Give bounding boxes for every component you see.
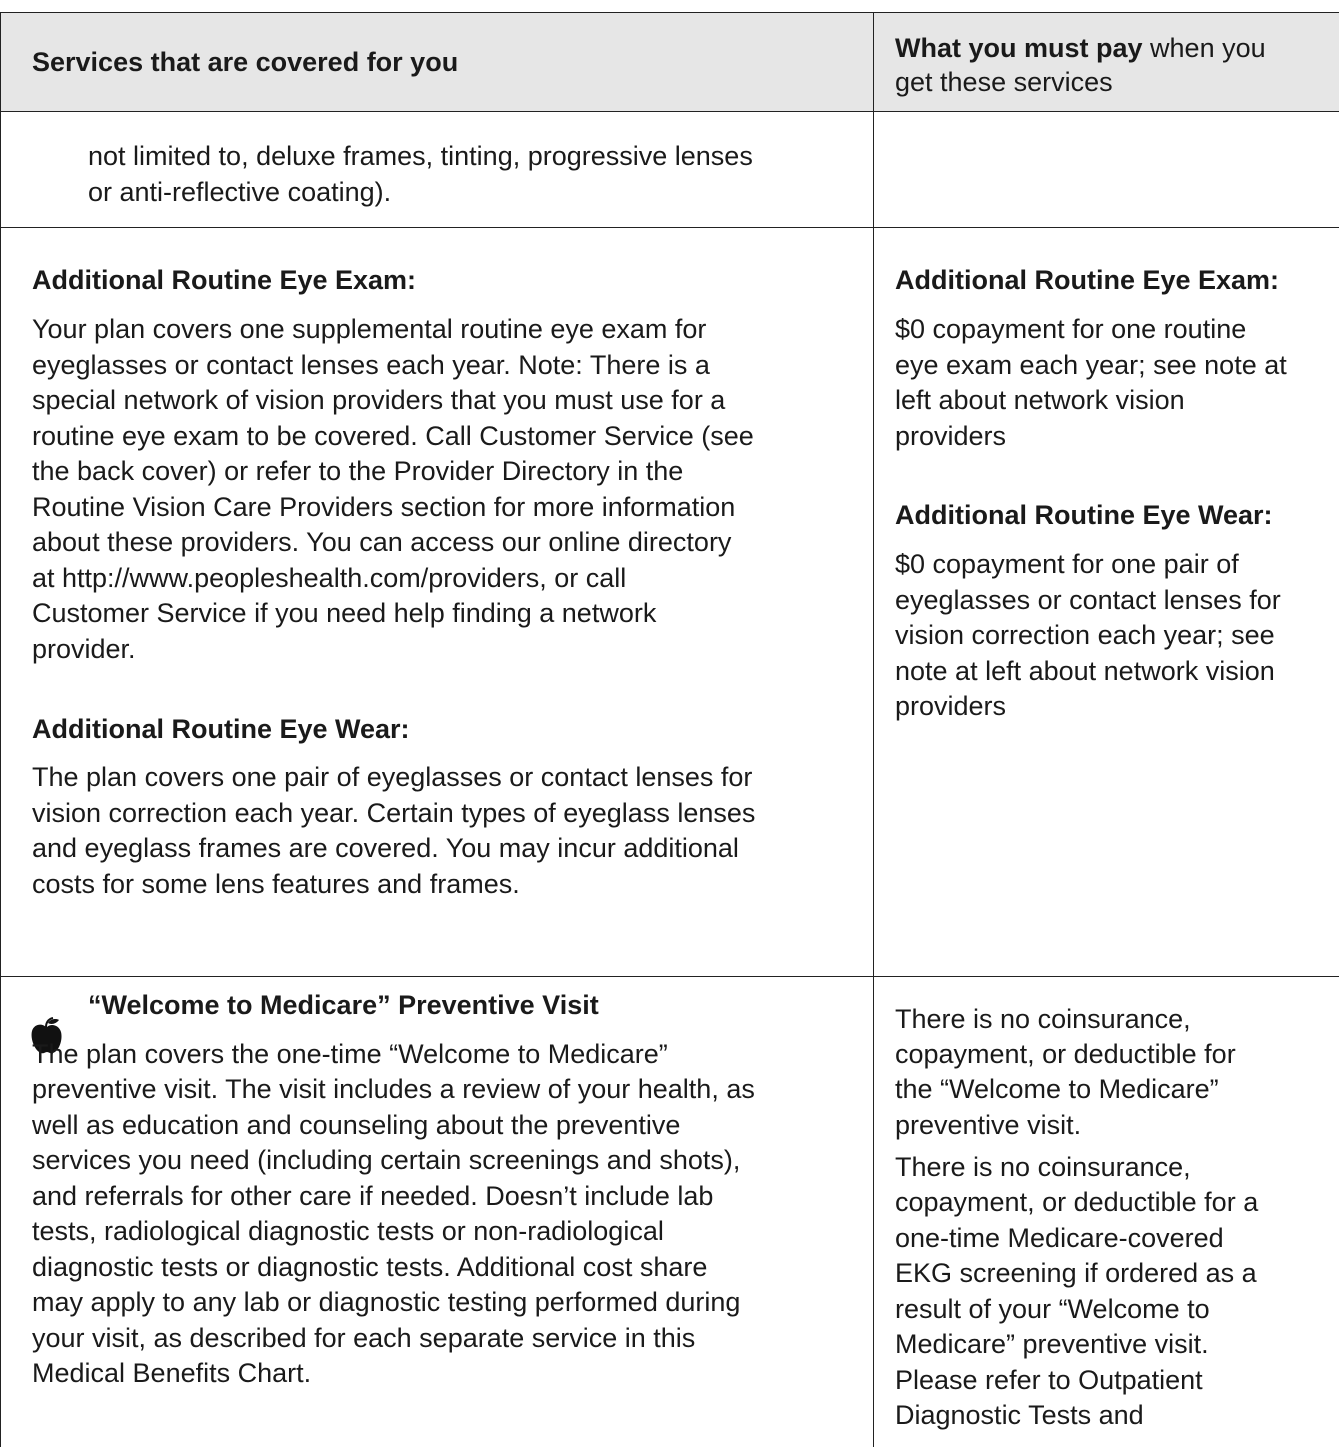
welcome-visit-text-line: preventive visit. The visit includes a review of your health, as <box>32 1074 755 1104</box>
eye-exam-text-line: special network of vision providers that you must use for a <box>32 385 726 415</box>
column-header-payment-rest: when you <box>1142 33 1266 63</box>
eye-exam-cost-line: left about network vision <box>895 385 1185 415</box>
column-header-payment-bold: What you must pay <box>895 33 1143 63</box>
eye-exam-text-line: eyeglasses or contact lenses each year. Note: There is a <box>32 350 710 380</box>
ekg-cost-line: one-time Medicare-covered <box>895 1223 1224 1253</box>
eye-exam-text-line: at http://www.peopleshealth.com/providers, or call <box>32 563 627 593</box>
eye-exam-cost-line: providers <box>895 421 1007 451</box>
ekg-cost-line: Please refer to Outpatient <box>895 1365 1203 1395</box>
header-divider <box>0 111 1339 112</box>
welcome-visit-text-line: Medical Benefits Chart. <box>32 1358 312 1388</box>
row-divider <box>0 227 1339 228</box>
eye-exam-text-line: Customer Service if you need help finding a network <box>32 598 657 628</box>
eye-wear-text-line: and eyeglass frames are covered. You may incur additional <box>32 833 739 863</box>
eye-exam-text-line: routine eye exam to be covered. Call Customer Service (see <box>32 421 754 451</box>
welcome-visit-heading: “Welcome to Medicare” Preventive Visit <box>88 990 599 1020</box>
eye-wear-cost-line: eyeglasses or contact lenses for <box>895 585 1281 615</box>
eye-exam-cost-heading: Additional Routine Eye Exam: <box>895 265 1280 295</box>
ekg-cost-line: Diagnostic Tests and <box>895 1400 1144 1430</box>
eye-exam-cost-line: $0 copayment for one routine <box>895 314 1247 344</box>
eye-exam-text-line: Your plan covers one supplemental routine eye exam for <box>32 314 707 344</box>
ekg-cost-line: Medicare” preventive visit. <box>895 1329 1209 1359</box>
eye-exam-cost-line: eye exam each year; see note at <box>895 350 1287 380</box>
column-header-payment-line2: get these services <box>895 67 1113 97</box>
row1-text-line: or anti-reflective coating). <box>88 177 392 207</box>
eye-exam-text-line: the back cover) or refer to the Provider Directory in the <box>32 456 684 486</box>
eye-exam-heading: Additional Routine Eye Exam: <box>32 265 417 295</box>
welcome-visit-text-line: tests, radiological diagnostic tests or non-radiological <box>32 1216 664 1246</box>
welcome-visit-text-line: services you need (including certain screenings and shots), <box>32 1145 741 1175</box>
eye-wear-cost-line: note at left about network vision <box>895 656 1275 686</box>
welcome-visit-text-line: diagnostic tests or diagnostic tests. Additional cost share <box>32 1252 708 1282</box>
ekg-cost-line: EKG screening if ordered as a <box>895 1258 1257 1288</box>
eye-wear-text-line: The plan covers one pair of eyeglasses or contact lenses for <box>32 762 753 792</box>
welcome-visit-text-line: The plan covers the one-time “Welcome to Medicare” <box>32 1039 668 1069</box>
welcome-visit-cost-line: preventive visit. <box>895 1110 1082 1140</box>
row-divider <box>0 976 1339 977</box>
welcome-visit-cost-line: There is no coinsurance, <box>895 1004 1191 1034</box>
eye-exam-text-line: provider. <box>32 634 136 664</box>
welcome-visit-cost-line: the “Welcome to Medicare” <box>895 1074 1219 1104</box>
eye-wear-text-line: vision correction each year. Certain types of eyeglass lenses <box>32 798 756 828</box>
eye-wear-cost-line: vision correction each year; see <box>895 620 1275 650</box>
eye-exam-text-line: about these providers. You can access our online directory <box>32 527 732 557</box>
column-header-services: Services that are covered for you <box>32 47 459 77</box>
ekg-cost-line: copayment, or deductible for a <box>895 1187 1259 1217</box>
eye-wear-cost-line: providers <box>895 691 1007 721</box>
ekg-cost-line: result of your “Welcome to <box>895 1294 1210 1324</box>
eye-wear-cost-heading: Additional Routine Eye Wear: <box>895 500 1273 530</box>
column-header-payment <box>895 31 1266 65</box>
welcome-visit-cost-line: copayment, or deductible for <box>895 1039 1236 1069</box>
eye-wear-cost-line: $0 copayment for one pair of <box>895 549 1239 579</box>
welcome-visit-text-line: and referrals for other care if needed. Doesn’t include lab <box>32 1181 714 1211</box>
eye-wear-text-line: costs for some lens features and frames. <box>32 869 520 899</box>
welcome-visit-text-line: may apply to any lab or diagnostic testing performed during <box>32 1287 741 1317</box>
row1-text-line: not limited to, deluxe frames, tinting, progressive lenses <box>88 141 753 171</box>
welcome-visit-text-line: your visit, as described for each separate service in this <box>32 1323 696 1353</box>
ekg-cost-line: There is no coinsurance, <box>895 1152 1191 1182</box>
welcome-visit-text-line: well as education and counseling about the preventive <box>32 1110 681 1140</box>
eye-wear-heading: Additional Routine Eye Wear: <box>32 714 410 744</box>
eye-exam-text-line: Routine Vision Care Providers section for more information <box>32 492 736 522</box>
